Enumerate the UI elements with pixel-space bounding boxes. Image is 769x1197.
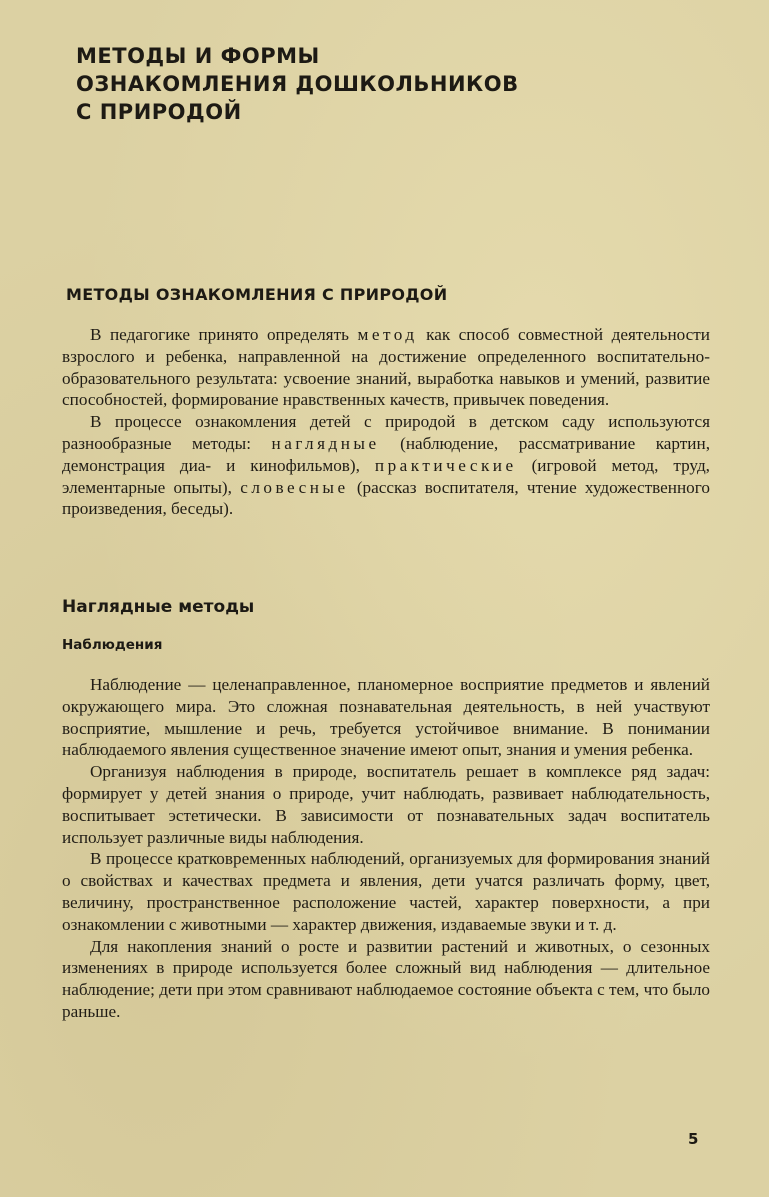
paragraph-text: (наблюдение, рассматривание картин, демонстрация диа- и кинофильмов), bbox=[62, 433, 710, 475]
paragraph-text: (игровой метод, труд, элементарные опыты), bbox=[62, 455, 710, 497]
observation-text bbox=[62, 674, 710, 1023]
page-number: 5 bbox=[688, 1130, 699, 1148]
subsubsection-title: Наблюдения bbox=[62, 637, 163, 653]
section-title: МЕТОДЫ ОЗНАКОМЛЕНИЯ С ПРИРОДОЙ bbox=[66, 285, 448, 304]
paragraph-method-types bbox=[62, 411, 710, 520]
chapter-title-line-1: МЕТОДЫ И ФОРМЫ bbox=[76, 44, 320, 68]
paragraph-text: (рассказ воспитателя, чтение художественного произведения, беседы). bbox=[62, 477, 710, 519]
chapter-title-line-2: ОЗНАКОМЛЕНИЯ ДОШКОЛЬНИКОВ bbox=[76, 72, 519, 96]
spaced-term-practical: практические bbox=[374, 455, 517, 475]
chapter-title bbox=[76, 42, 596, 126]
paragraph-short-observations: В процессе кратковременных наблюдений, организуемых для формирования знаний о свойствах и качествах предмета и явления, дети учатся различать форму, цвет, величину, пространственное расположение частей, характер поверхности, а при ознакомлении с животными — характер движения, издаваемые звуки и т. д. bbox=[62, 849, 710, 934]
subsection-title: Наглядные методы bbox=[62, 597, 255, 617]
chapter-title-line-3: С ПРИРОДОЙ bbox=[76, 100, 242, 124]
paragraph-text: В педагогике принято определять bbox=[90, 325, 358, 344]
paragraph-observation-tasks: Организуя наблюдения в природе, воспитатель решает в комплексе ряд задач: формирует у детей знания о природе, учит наблюдать, развивает наблюдательность, воспитывает эстетически. В зависимости от познавательных задач воспитатель использует различные виды наблюдения. bbox=[62, 762, 710, 847]
paragraph-long-observations: Для накопления знаний о росте и развитии растений и животных, о сезонных изменениях в природе используется более сложный вид наблюдения — длительное наблюдение; дети при этом сравнивают наблюдаемое состояние объекта с тем, что было раньше. bbox=[62, 936, 710, 1021]
paragraph-method-definition bbox=[62, 324, 710, 411]
paragraph-text: В процессе ознакомления детей с природой в детском саду используются разнообразные методы: bbox=[62, 412, 710, 453]
paragraph-observation-definition: Наблюдение — целенаправленное, планомерное восприятие предметов и явлений окружающего мира. Это сложная познавательная деятельность, в ней участвуют восприятие, мышление и речь, требуется устойчивое внимание. В понимании наблюдаемого явления существенное значение имеют опыт, знания и умения ребенка. bbox=[62, 675, 710, 760]
spaced-term-method: метод bbox=[357, 325, 418, 344]
section-intro-text bbox=[62, 324, 710, 520]
spaced-term-verbal: словесные bbox=[240, 477, 349, 497]
paragraph-text: как способ совместной деятельности взрослого и ребенка, направленной на достижение определенного воспитательно-образовательного результата: усвоение знаний, выработка навыков и умений, развитие способностей, формирование нравственных качеств, привычек поведения. bbox=[62, 325, 711, 410]
spaced-term-visual: наглядные bbox=[271, 433, 380, 453]
